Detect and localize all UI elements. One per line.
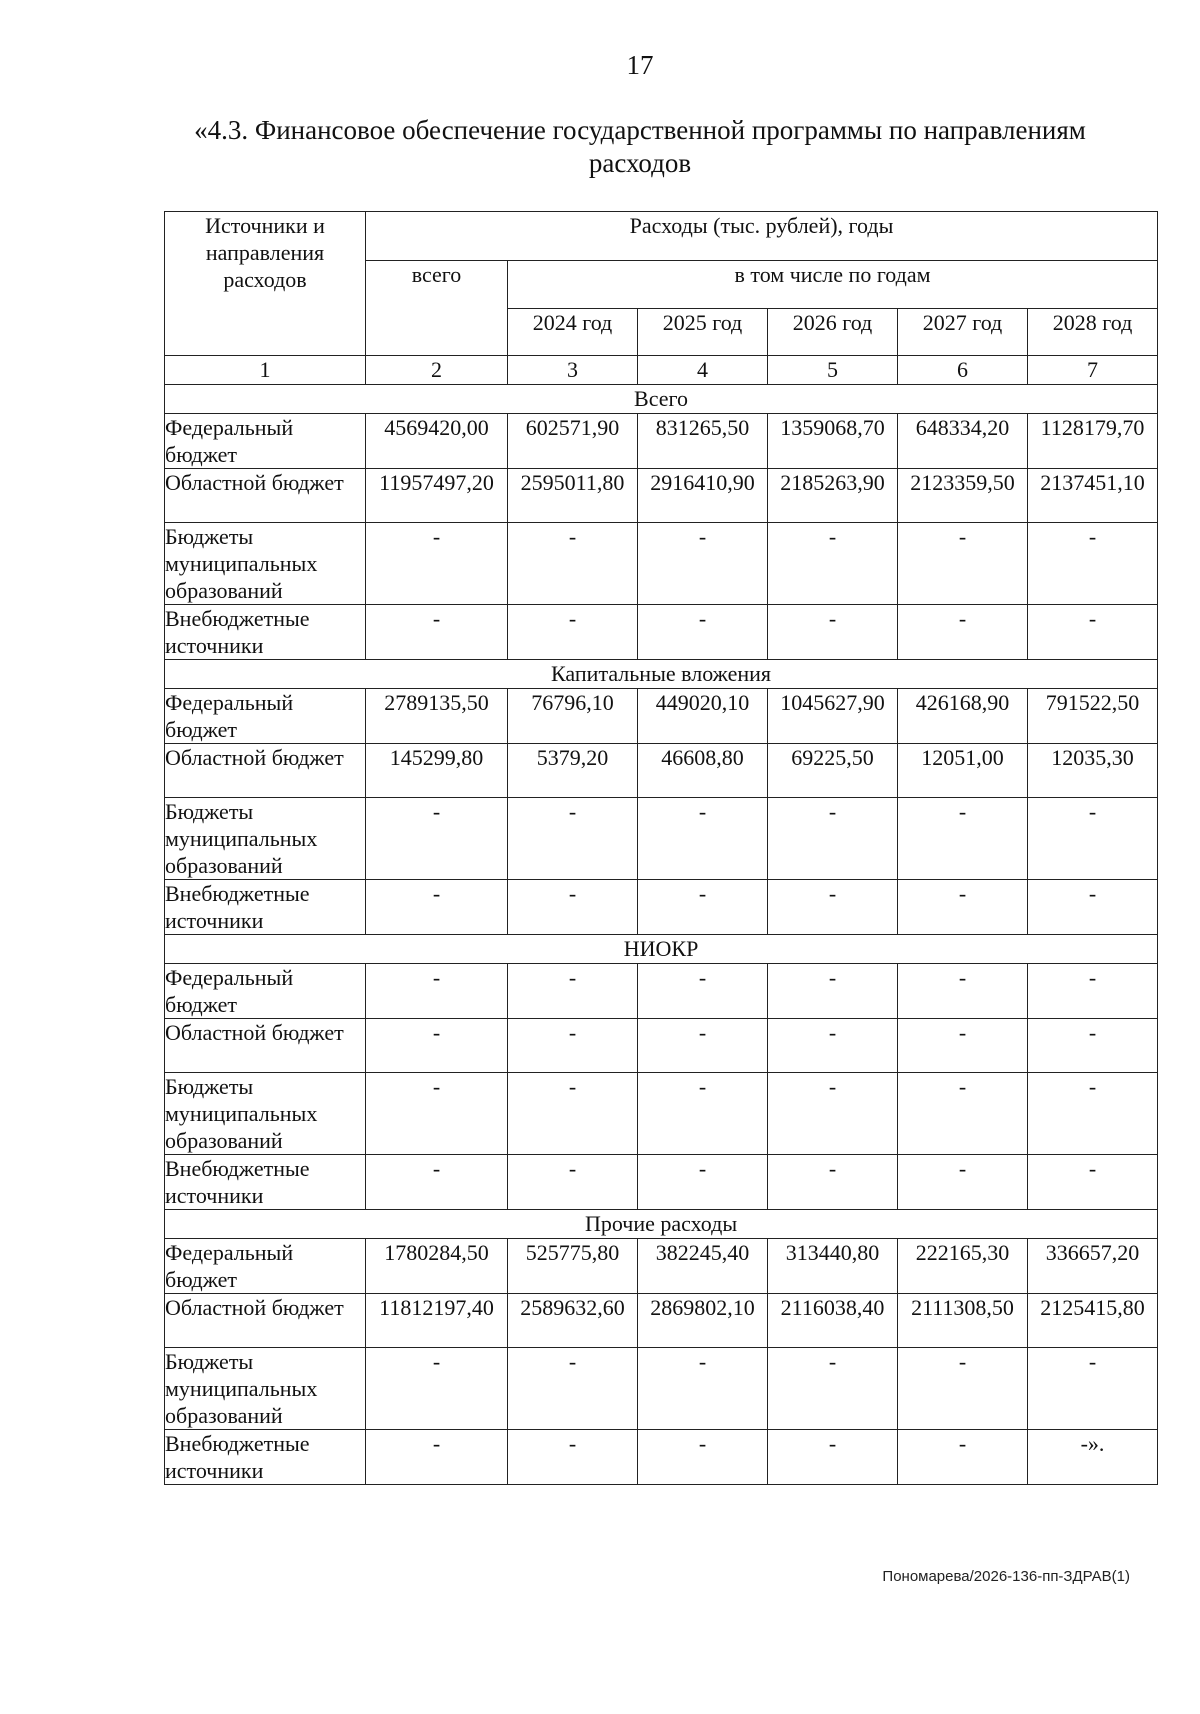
- year-cell: 602571,90: [508, 414, 638, 469]
- year-cell: -: [1028, 964, 1158, 1019]
- total-cell: -: [366, 1073, 508, 1155]
- year-cell: 382245,40: [638, 1239, 768, 1294]
- year-cell: -: [898, 880, 1028, 935]
- year-cell: -: [638, 798, 768, 880]
- year-cell: 46608,80: [638, 744, 768, 798]
- total-cell: -: [366, 1155, 508, 1210]
- total-cell: 11812197,40: [366, 1294, 508, 1348]
- year-cell: 313440,80: [768, 1239, 898, 1294]
- table-row: [165, 964, 1158, 1019]
- year-cell: -: [768, 1073, 898, 1155]
- total-cell: 2789135,50: [366, 689, 508, 744]
- year-cell: -: [508, 1073, 638, 1155]
- table-row: [165, 744, 1158, 798]
- year-cell: 2116038,40: [768, 1294, 898, 1348]
- table-row: [165, 880, 1158, 935]
- year-cell: 2869802,10: [638, 1294, 768, 1348]
- year-cell: -: [898, 605, 1028, 660]
- row-label: Внебюджетные источники: [165, 880, 366, 935]
- year-cell: -: [638, 523, 768, 605]
- column-number: 1: [165, 356, 366, 385]
- table-row: [165, 689, 1158, 744]
- table-row: [165, 523, 1158, 605]
- row-label: Бюджеты муниципальных образований: [165, 523, 366, 605]
- year-cell: 449020,10: [638, 689, 768, 744]
- year-cell: 76796,10: [508, 689, 638, 744]
- year-cell: 5379,20: [508, 744, 638, 798]
- year-cell: -: [768, 1430, 898, 1485]
- total-cell: 1780284,50: [366, 1239, 508, 1294]
- year-cell: -: [1028, 1073, 1158, 1155]
- year-cell: 336657,20: [1028, 1239, 1158, 1294]
- row-label: Федеральный бюджет: [165, 414, 366, 469]
- table-row: [165, 1430, 1158, 1485]
- year-cell: -: [1028, 1155, 1158, 1210]
- column-number: 6: [898, 356, 1028, 385]
- row-label: Федеральный бюджет: [165, 964, 366, 1019]
- table-row: [165, 414, 1158, 469]
- year-cell: -: [638, 1019, 768, 1073]
- year-cell: -: [508, 1430, 638, 1485]
- row-label: Областной бюджет: [165, 744, 366, 798]
- year-cell: -: [508, 1155, 638, 1210]
- row-label: Внебюджетные источники: [165, 1430, 366, 1485]
- financing-table: [164, 211, 1158, 1485]
- section-row: [165, 1210, 1158, 1239]
- section-title: Всего: [165, 385, 1158, 414]
- year-cell: -: [508, 880, 638, 935]
- section-row: [165, 385, 1158, 414]
- table-row: [165, 1073, 1158, 1155]
- year-cell: -: [768, 964, 898, 1019]
- section-row: [165, 935, 1158, 964]
- year-cell: -: [508, 964, 638, 1019]
- header-by-years: в том числе по годам: [508, 261, 1158, 309]
- year-cell: 2125415,80: [1028, 1294, 1158, 1348]
- year-cell: -: [898, 798, 1028, 880]
- row-label: Бюджеты муниципальных образований: [165, 1073, 366, 1155]
- document-title: «4.3. Финансовое обеспечение государственной программы по направлениям расходов: [194, 115, 1086, 178]
- column-number: 5: [768, 356, 898, 385]
- header-expenses: Расходы (тыс. рублей), годы: [366, 212, 1158, 261]
- column-number: 7: [1028, 356, 1158, 385]
- year-cell: -: [768, 880, 898, 935]
- year-cell: 1128179,70: [1028, 414, 1158, 469]
- year-cell: -: [898, 964, 1028, 1019]
- table-body: [165, 385, 1158, 1485]
- year-cell: -: [898, 1019, 1028, 1073]
- table-row: [165, 1348, 1158, 1430]
- year-cell: 2123359,50: [898, 469, 1028, 523]
- header-year: 2025 год: [638, 309, 768, 356]
- year-cell: -: [768, 605, 898, 660]
- year-cell: -: [898, 1430, 1028, 1485]
- year-cell: 1045627,90: [768, 689, 898, 744]
- year-cell: -: [1028, 1019, 1158, 1073]
- year-cell: -: [1028, 605, 1158, 660]
- row-label: Бюджеты муниципальных образований: [165, 1348, 366, 1430]
- row-label: Внебюджетные источники: [165, 1155, 366, 1210]
- column-number: 2: [366, 356, 508, 385]
- table-row: [165, 1019, 1158, 1073]
- year-cell: 12035,30: [1028, 744, 1158, 798]
- row-label: Внебюджетные источники: [165, 605, 366, 660]
- header-sources: Источники и направления расходов: [165, 212, 366, 356]
- row-label: Федеральный бюджет: [165, 1239, 366, 1294]
- total-cell: 11957497,20: [366, 469, 508, 523]
- table-row: [165, 1294, 1158, 1348]
- column-number: 3: [508, 356, 638, 385]
- year-cell: -: [638, 1348, 768, 1430]
- year-cell: -: [638, 1073, 768, 1155]
- section-title: Прочие расходы: [165, 1210, 1158, 1239]
- year-cell: 69225,50: [768, 744, 898, 798]
- year-cell: -: [768, 1155, 898, 1210]
- section-title: Капитальные вложения: [165, 660, 1158, 689]
- year-cell: 2916410,90: [638, 469, 768, 523]
- table-header: [165, 212, 1158, 385]
- year-cell: -: [638, 605, 768, 660]
- table-row: [165, 1155, 1158, 1210]
- row-label: Бюджеты муниципальных образований: [165, 798, 366, 880]
- year-cell: -: [638, 1430, 768, 1485]
- row-label: Областной бюджет: [165, 1294, 366, 1348]
- header-year: 2024 год: [508, 309, 638, 356]
- total-cell: -: [366, 1430, 508, 1485]
- table-row: [165, 798, 1158, 880]
- year-cell: -».: [1028, 1430, 1158, 1485]
- section-title: НИОКР: [165, 935, 1158, 964]
- total-cell: -: [366, 1348, 508, 1430]
- table-row: [165, 605, 1158, 660]
- year-cell: 12051,00: [898, 744, 1028, 798]
- total-cell: -: [366, 880, 508, 935]
- year-cell: -: [638, 964, 768, 1019]
- year-cell: 426168,90: [898, 689, 1028, 744]
- year-cell: 2589632,60: [508, 1294, 638, 1348]
- total-cell: -: [366, 605, 508, 660]
- year-cell: 2111308,50: [898, 1294, 1028, 1348]
- year-cell: -: [768, 798, 898, 880]
- row-label: Федеральный бюджет: [165, 689, 366, 744]
- total-cell: -: [366, 523, 508, 605]
- footer-reference: Пономарева/2026-136-пп-ЗДРАВ(1): [882, 1568, 1130, 1585]
- total-cell: 4569420,00: [366, 414, 508, 469]
- column-number: 4: [638, 356, 768, 385]
- year-cell: 2185263,90: [768, 469, 898, 523]
- year-cell: -: [1028, 880, 1158, 935]
- year-cell: 222165,30: [898, 1239, 1028, 1294]
- year-cell: -: [898, 1155, 1028, 1210]
- table-row: [165, 469, 1158, 523]
- year-cell: -: [1028, 1348, 1158, 1430]
- header-year: 2026 год: [768, 309, 898, 356]
- year-cell: -: [508, 1348, 638, 1430]
- year-cell: -: [508, 523, 638, 605]
- header-year: 2028 год: [1028, 309, 1158, 356]
- year-cell: 2137451,10: [1028, 469, 1158, 523]
- year-cell: -: [508, 1019, 638, 1073]
- year-cell: -: [768, 1348, 898, 1430]
- table-row: [165, 1239, 1158, 1294]
- total-cell: -: [366, 1019, 508, 1073]
- year-cell: -: [898, 523, 1028, 605]
- year-cell: -: [898, 1073, 1028, 1155]
- year-cell: -: [1028, 798, 1158, 880]
- year-cell: 831265,50: [638, 414, 768, 469]
- row-label: Областной бюджет: [165, 469, 366, 523]
- row-label: Областной бюджет: [165, 1019, 366, 1073]
- year-cell: 791522,50: [1028, 689, 1158, 744]
- page-number: 17: [626, 50, 654, 80]
- total-cell: -: [366, 964, 508, 1019]
- year-cell: 525775,80: [508, 1239, 638, 1294]
- year-cell: -: [768, 1019, 898, 1073]
- year-cell: 2595011,80: [508, 469, 638, 523]
- total-cell: -: [366, 798, 508, 880]
- header-year: 2027 год: [898, 309, 1028, 356]
- year-cell: -: [508, 605, 638, 660]
- year-cell: 1359068,70: [768, 414, 898, 469]
- year-cell: -: [1028, 523, 1158, 605]
- year-cell: -: [638, 880, 768, 935]
- header-total: всего: [366, 261, 508, 356]
- year-cell: -: [508, 798, 638, 880]
- section-row: [165, 660, 1158, 689]
- total-cell: 145299,80: [366, 744, 508, 798]
- year-cell: -: [638, 1155, 768, 1210]
- column-number-row: [165, 356, 1158, 385]
- year-cell: -: [768, 523, 898, 605]
- year-cell: 648334,20: [898, 414, 1028, 469]
- year-cell: -: [898, 1348, 1028, 1430]
